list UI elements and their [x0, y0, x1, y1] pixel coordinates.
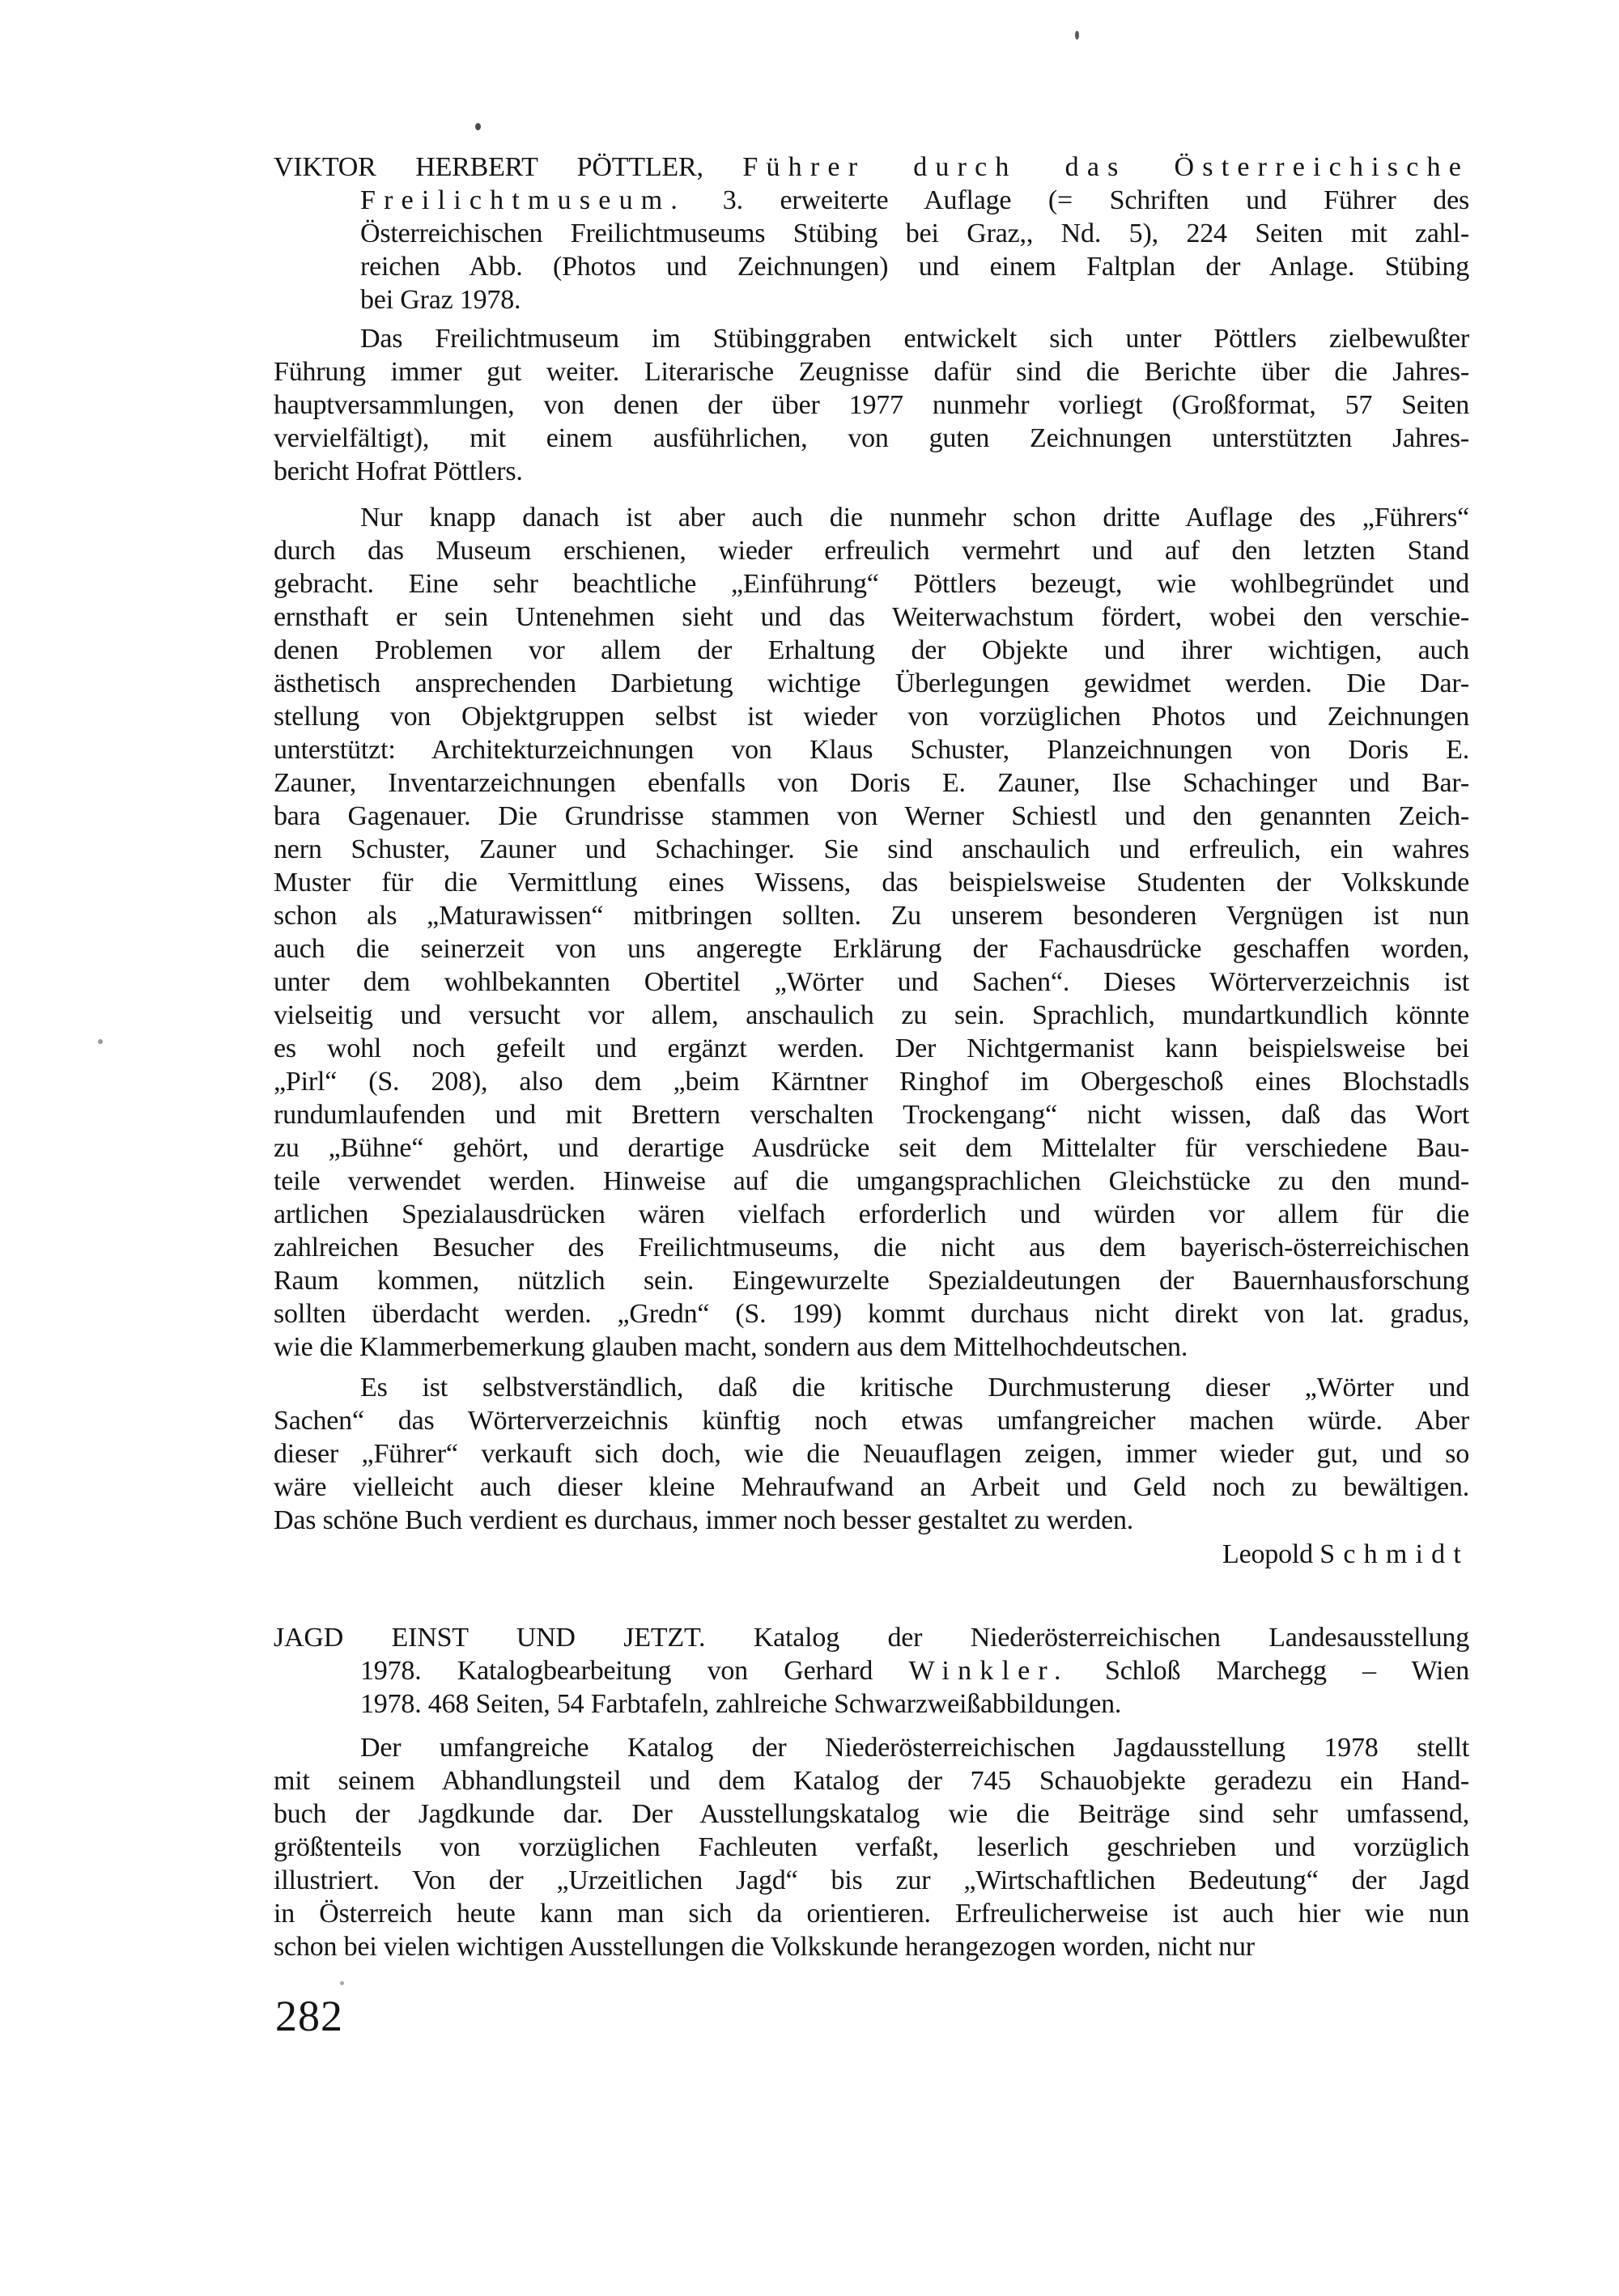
text-line: hauptversammlungen, von denen der über 1977 nunmehr vorliegt (Großformat, 57 Seiten: [274, 390, 1469, 420]
text-line: schon bei vielen wichtigen Ausstellungen die Volkskunde herangezogen worden, nicht nur: [274, 1932, 1255, 1962]
text-line: Freilichtmuseum. 3. erweiterte Auflage (= Schriften und Führer des: [360, 185, 1469, 215]
text-line: durch das Museum erschienen, wieder erfreulich vermehrt und auf den letzten Stand: [274, 536, 1469, 566]
text-line: illustriert. Von der „Urzeitlichen Jagd“ bis zur „Wirtschaftlichen Bedeutung“ der Jagd: [274, 1865, 1469, 1895]
book-entry-heading-jagd: [274, 1621, 1469, 1721]
text-line: bara Gagenauer. Die Grundrisse stammen von Werner Schiestl und den genannten Zeich-: [274, 801, 1469, 831]
text-line: „Pirl“ (S. 208), also dem „beim Kärntner Ringhof im Obergeschoß eines Blochstadls: [274, 1067, 1469, 1097]
text-line: 1978. 468 Seiten, 54 Farbtafeln, zahlreiche Schwarzweißabbildungen.: [360, 1689, 1122, 1719]
text-line: vielseitig und versucht vor allem, anschaulich zu sein. Sprachlich, mundartkundlich könnte: [274, 1000, 1469, 1030]
text-line: Es ist selbstverständlich, daß die kritische Durchmusterung dieser „Wörter und: [360, 1373, 1469, 1403]
text-line: teile verwendet werden. Hinweise auf die umgangsprachlichen Gleichstücke zu den mund-: [274, 1166, 1469, 1196]
text-line: Raum kommen, nützlich sein. Eingewurzelte Spezialdeutungen der Bauernhausforschung: [274, 1266, 1469, 1296]
text-line: vervielfältigt), mit einem ausführlichen, von guten Zeichnungen unterstützten Jahres-: [274, 423, 1469, 453]
text-line: bericht Hofrat Pöttlers.: [274, 456, 523, 486]
text-line: Das Freilichtmuseum im Stübinggraben entwickelt sich unter Pöttlers zielbewußter: [360, 324, 1469, 354]
text-line: artlichen Spezialausdrücken wären vielfach erforderlich und würden vor allem für die: [274, 1199, 1469, 1229]
text-line: Leopold Schmidt: [1222, 1539, 1469, 1569]
text-line: reichen Abb. (Photos und Zeichnungen) und einem Faltplan der Anlage. Stübing: [360, 252, 1469, 282]
text-line: auch die seinerzeit von uns angeregte Erklärung der Fachausdrücke geschaffen worden,: [274, 934, 1469, 964]
scan-speck: [475, 123, 481, 130]
text-line: gebracht. Eine sehr beachtliche „Einführung“ Pöttlers bezeugt, wie wohlbegründet und: [274, 569, 1469, 599]
text-line: größtenteils von vorzüglichen Fachleuten verfaßt, leserlich geschrieben und vorzüglich: [274, 1832, 1469, 1862]
text-line: Der umfangreiche Katalog der Niederösterreichischen Jagdausstellung 1978 stellt: [360, 1733, 1469, 1763]
text-line: stellung von Objektgruppen selbst ist wieder von vorzüglichen Photos und Zeichnungen: [274, 702, 1469, 732]
text-line: unterstützt: Architekturzeichnungen von Klaus Schuster, Planzeichnungen von Doris E.: [274, 735, 1469, 765]
text-line: rundumlaufenden und mit Brettern verschalten Trockengang“ nicht wissen, daß das Wort: [274, 1100, 1469, 1130]
text-line: ernsthaft er sein Untenehmen sieht und das Weiterwachstum fördert, wobei den verschie-: [274, 602, 1469, 632]
review-paragraph: [274, 501, 1469, 1364]
text-line: JAGD EINST UND JETZT. Katalog der Niederösterreichischen Landesausstellung: [274, 1623, 1469, 1653]
review-paragraph: [274, 1731, 1469, 1963]
text-line: denen Problemen vor allem der Erhaltung der Objekte und ihrer wichtigen, auch: [274, 635, 1469, 665]
text-line: in Österreich heute kann man sich da orientieren. Erfreulicherweise ist auch hier wie nun: [274, 1899, 1469, 1929]
text-line: Muster für die Vermittlung eines Wissens, das beispielsweise Studenten der Volkskunde: [274, 868, 1469, 898]
text-line: unter dem wohlbekannten Obertitel „Wörter und Sachen“. Dieses Wörterverzeichnis ist: [274, 967, 1469, 997]
text-line: Sachen“ das Wörterverzeichnis künftig noch etwas umfangreicher machen würde. Aber: [274, 1406, 1469, 1436]
text-line: Nur knapp danach ist aber auch die nunmehr schon dritte Auflage des „Führers“: [360, 503, 1469, 533]
text-line: dieser „Führer“ verkauft sich doch, wie die Neuauflagen zeigen, immer wieder gut, und so: [274, 1439, 1469, 1469]
text-line: 1978. Katalogbearbeitung von Gerhard Winkler. Schloß Marchegg – Wien: [360, 1656, 1469, 1686]
text-line: ästhetisch ansprechenden Darbietung wichtige Überlegungen gewidmet werden. Die Dar-: [274, 668, 1469, 698]
text-line: Führung immer gut weiter. Literarische Zeugnisse dafür sind die Berichte über die Jahres-: [274, 357, 1469, 387]
text-line: es wohl noch gefeilt und ergänzt werden. Der Nichtgermanist kann beispielsweise bei: [274, 1033, 1469, 1063]
page-number: 282: [275, 1992, 343, 2040]
scan-speck: [340, 1981, 344, 1985]
book-entry-heading-poettler: [274, 151, 1469, 316]
review-paragraph: [274, 322, 1469, 488]
scan-speck: [1075, 31, 1079, 40]
reviewer-signature: [274, 1538, 1560, 1571]
text-line: buch der Jagdkunde dar. Der Ausstellungskatalog wie die Beiträge sind sehr umfassend,: [274, 1799, 1469, 1829]
text-line: nern Schuster, Zauner und Schachinger. Sie sind anschaulich und erfreulich, ein wahres: [274, 834, 1469, 864]
text-line: Das schöne Buch verdient es durchaus, immer noch besser gestaltet zu werden.: [274, 1505, 1134, 1535]
text-line: sollten überdacht werden. „Gredn“ (S. 199) kommt durchaus nicht direkt von lat. gradus,: [274, 1299, 1469, 1329]
scan-speck: [98, 1039, 103, 1044]
review-paragraph: [274, 1371, 1469, 1537]
text-line: VIKTOR HERBERT PÖTTLER, Führer durch das Österreichische: [274, 152, 1470, 182]
text-line: wäre vielleicht auch dieser kleine Mehraufwand an Arbeit und Geld noch zu bewältigen.: [274, 1472, 1469, 1502]
text-line: mit seinem Abhandlungsteil und dem Katalog der 745 Schauobjekte geradezu ein Hand-: [274, 1766, 1469, 1796]
text-line: zahlreichen Besucher des Freilichtmuseums, die nicht aus dem bayerisch-österreichischen: [274, 1233, 1469, 1263]
text-line: Österreichischen Freilichtmuseums Stübing bei Graz,, Nd. 5), 224 Seiten mit zahl-: [360, 219, 1469, 248]
text-line: wie die Klammerbemerkung glauben macht, sondern aus dem Mittelhochdeutschen.: [274, 1332, 1188, 1362]
text-line: bei Graz 1978.: [360, 285, 521, 315]
text-line: zu „Bühne“ gehört, und derartige Ausdrücke seit dem Mittelalter für verschiedene Bau-: [274, 1133, 1469, 1163]
text-line: schon als „Maturawissen“ mitbringen sollten. Zu unserem besonderen Vergnügen ist nun: [274, 901, 1469, 931]
text-line: Zauner, Inventarzeichnungen ebenfalls von Doris E. Zauner, Ilse Schachinger und Bar-: [274, 768, 1469, 798]
